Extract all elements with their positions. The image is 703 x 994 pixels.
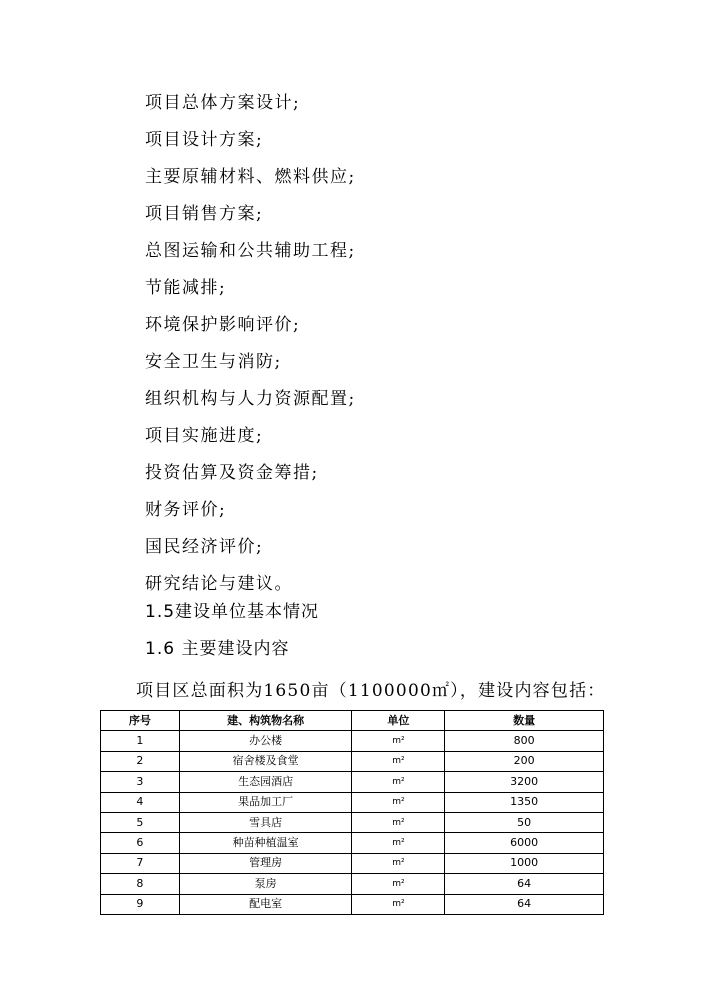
cell-unit: m² <box>352 751 445 771</box>
table-row <box>101 812 604 832</box>
list-item: 投资估算及资金筹措; <box>145 463 319 483</box>
cell-index: 1 <box>101 731 180 751</box>
cell-unit: m² <box>352 772 445 792</box>
cell-index: 2 <box>101 751 180 771</box>
list-item: 国民经济评价; <box>145 537 264 557</box>
list-item: 环境保护影响评价; <box>145 315 301 335</box>
intro-paragraph: 项目区总面积为1650亩（1100000㎡），建设内容包括： <box>136 681 606 701</box>
list-item: 总图运输和公共辅助工程; <box>145 241 356 261</box>
cell-unit: m² <box>352 731 445 751</box>
cell-quantity: 1000 <box>445 853 604 873</box>
cell-unit: m² <box>352 874 445 894</box>
cell-name: 果品加工厂 <box>179 792 352 812</box>
list-item: 项目总体方案设计; <box>145 93 301 113</box>
cell-name: 雪具店 <box>179 812 352 832</box>
cell-unit: m² <box>352 833 445 853</box>
list-item: 节能减排; <box>145 278 227 298</box>
list-item: 项目设计方案; <box>145 130 264 150</box>
header-cell: 建、构筑物名称 <box>179 711 352 731</box>
section-heading-1-5: 1.5建设单位基本情况 <box>145 602 320 622</box>
table-row <box>101 874 604 894</box>
header-cell: 序号 <box>101 711 180 731</box>
table-header-row <box>101 711 604 731</box>
cell-index: 9 <box>101 894 180 914</box>
list-item: 财务评价; <box>145 500 227 520</box>
header-cell: 数量 <box>445 711 604 731</box>
table-row <box>101 792 604 812</box>
list-item: 项目实施进度; <box>145 426 264 446</box>
cell-quantity: 200 <box>445 751 604 771</box>
cell-quantity: 50 <box>445 812 604 832</box>
section-heading-1-6: 1.6 主要建设内容 <box>145 639 290 659</box>
list-item: 组织机构与人力资源配置; <box>145 389 356 409</box>
list-item: 研究结论与建议。 <box>145 574 293 594</box>
cell-unit: m² <box>352 812 445 832</box>
cell-name: 管理房 <box>179 853 352 873</box>
cell-name: 泵房 <box>179 874 352 894</box>
cell-unit: m² <box>352 792 445 812</box>
table-row <box>101 894 604 914</box>
table-row <box>101 772 604 792</box>
cell-index: 5 <box>101 812 180 832</box>
cell-quantity: 800 <box>445 731 604 751</box>
header-cell: 单位 <box>352 711 445 731</box>
table-row <box>101 731 604 751</box>
table-row <box>101 833 604 853</box>
table-row <box>101 853 604 873</box>
cell-index: 6 <box>101 833 180 853</box>
table-row <box>101 751 604 771</box>
cell-unit: m² <box>352 894 445 914</box>
cell-quantity: 6000 <box>445 833 604 853</box>
cell-index: 8 <box>101 874 180 894</box>
cell-name: 宿舍楼及食堂 <box>179 751 352 771</box>
cell-name: 办公楼 <box>179 731 352 751</box>
list-item: 安全卫生与消防; <box>145 352 282 372</box>
cell-quantity: 64 <box>445 874 604 894</box>
construction-table <box>100 710 604 915</box>
cell-name: 配电室 <box>179 894 352 914</box>
cell-quantity: 1350 <box>445 792 604 812</box>
cell-index: 3 <box>101 772 180 792</box>
cell-index: 4 <box>101 792 180 812</box>
list-item: 项目销售方案; <box>145 204 264 224</box>
cell-index: 7 <box>101 853 180 873</box>
cell-quantity: 3200 <box>445 772 604 792</box>
cell-name: 种苗种植温室 <box>179 833 352 853</box>
list-item: 主要原辅材料、燃料供应; <box>145 167 356 187</box>
cell-name: 生态园酒店 <box>179 772 352 792</box>
cell-unit: m² <box>352 853 445 873</box>
cell-quantity: 64 <box>445 894 604 914</box>
contents-list <box>145 88 356 606</box>
